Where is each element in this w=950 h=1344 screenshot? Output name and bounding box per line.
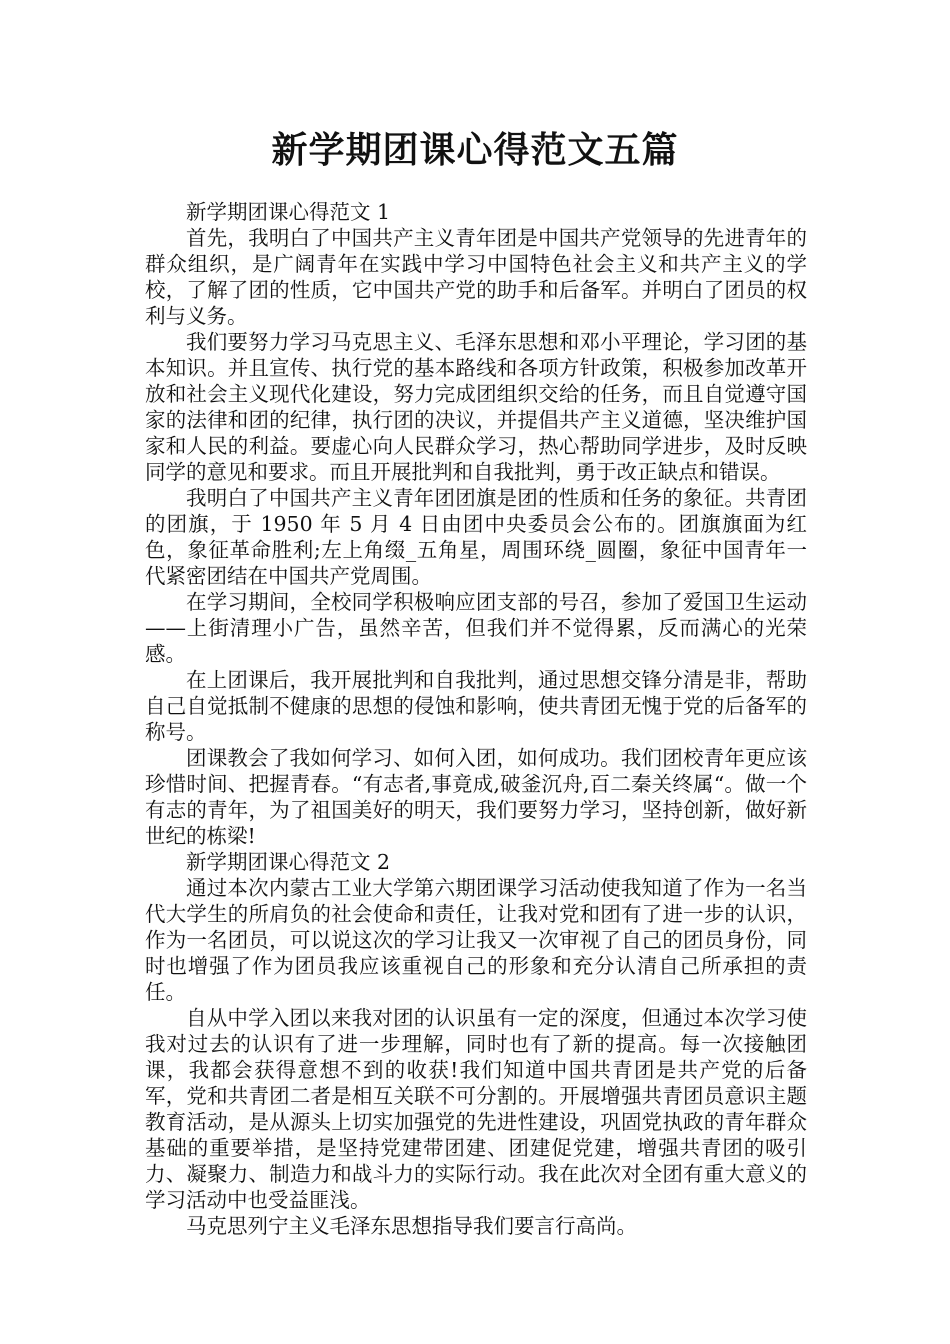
paragraph: 团课教会了我如何学习、如何入团，如何成功。我们团校青年更应该珍惜时间、把握青春。“有志者,事竟成,破釜沉舟,百二秦关终属“。做一个有志的青年，为了祖国美好的明天，我们要努力学习，坚持创新，做好新世纪的栋梁! xyxy=(145,746,807,848)
paragraph: 马克思列宁主义毛泽东思想指导我们要言行高尚。 xyxy=(186,1214,637,1238)
paragraph: 我明白了中国共产主义青年团团旗是团的性质和任务的象征。共青团的团旗，于 1950 年 5 月 4 日由团中央委员会公布的。团旗旗面为红色，象征革命胜利;左上角缀_五角星，周围环绕_圆圈，象征中国青年一代紧密团结在中国共产党周围。 xyxy=(145,486,807,588)
section-heading: 新学期团课心得范文 2 xyxy=(186,850,391,874)
paragraph: 首先，我明白了中国共产主义青年团是中国共产党领导的先进青年的群众组织，是广阔青年在实践中学习中国特色社会主义和共产主义的学校，了解了团的性质，它中国共产党的助手和后备军。并明白了团员的权利与义务。 xyxy=(145,226,807,328)
paragraph: 在学习期间，全校同学积极响应团支部的号召，参加了爱国卫生运动——上街清理小广告，虽然辛苦，但我们并不觉得累，反而满心的光荣感。 xyxy=(145,590,807,666)
paragraph: 在上团课后，我开展批判和自我批判，通过思想交锋分清是非，帮助自己自觉抵制不健康的思想的侵蚀和影响，使共青团无愧于党的后备军的称号。 xyxy=(145,668,807,744)
paragraph: 我们要努力学习马克思主义、毛泽东思想和邓小平理论，学习团的基本知识。并且宣传、执行党的基本路线和各项方针政策，积极参加改革开放和社会主义现代化建设，努力完成团组织交给的任务，而且自觉遵守国家的法律和团的纪律，执行团的决议，并提倡共产主义道德，坚决维护国家和人民的利益。要虚心向人民群众学习，热心帮助同学进步，及时反映同学的意见和要求。而且开展批判和自我批判，勇于改正缺点和错误。 xyxy=(145,330,807,484)
paragraph: 通过本次内蒙古工业大学第六期团课学习活动使我知道了作为一名当代大学生的所肩负的社会使命和责任，让我对党和团有了进一步的认识，作为一名团员，可以说这次的学习让我又一次审视了自己的团员身份，同时也增强了作为团员我应该重视自己的形象和充分认清自己所承担的责任。 xyxy=(145,876,807,1004)
document-title: 新学期团课心得范文五篇 xyxy=(271,129,679,171)
paragraph: 自从中学入团以来我对团的认识虽有一定的深度，但通过本次学习使我对过去的认识有了进一步理解，同时也有了新的提高。每一次接触团课，我都会获得意想不到的收获!我们知道中国共青团是共产党的后备军，党和共青团二者是相互关联不可分割的。开展增强共青团员意识主题教育活动，是从源头上切实加强党的先进性建设，巩固党执政的青年群众基础的重要举措，是坚持党建带团建、团建促党建，增强共青团的吸引力、凝聚力、制造力和战斗力的实际行动。我在此次对全团有重大意义的学习活动中也受益匪浅。 xyxy=(145,1006,807,1212)
section-heading: 新学期团课心得范文 1 xyxy=(186,200,391,224)
document-body xyxy=(145,199,807,1239)
